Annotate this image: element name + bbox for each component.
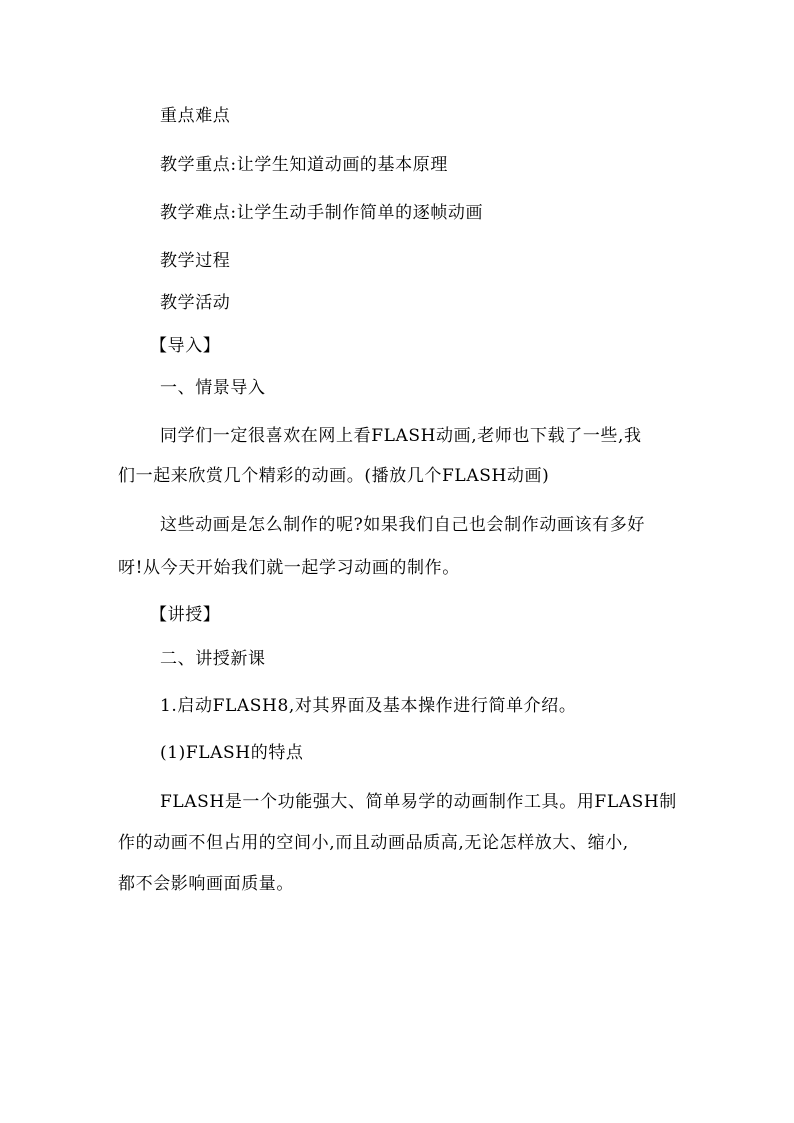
flash-paragraph-line-2: 作的动画不但占用的空间小,而且动画品质高,无论怎样放大、缩小, [118, 833, 629, 853]
question-paragraph-line-2: 呀!从今天开始我们就一起学习动画的制作。 [118, 558, 460, 578]
intro-paragraph-line-2: 们一起来欣赏几个精彩的动画。(播放几个FLASH动画) [118, 466, 550, 486]
flash-paragraph-line-3: 都不会影响画面质量。 [118, 874, 294, 894]
heading-key-points: 重点难点 [160, 106, 231, 126]
teaching-focus: 教学重点:让学生知道动画的基本原理 [160, 155, 448, 175]
teaching-difficulty: 教学难点:让学生动手制作简单的逐帧动画 [160, 203, 484, 223]
question-paragraph-line-1: 这些动画是怎么制作的呢?如果我们自己也会制作动画该有多好 [160, 515, 645, 535]
lecture-title: 二、讲授新课 [160, 649, 266, 669]
intro-title: 一、情景导入 [160, 378, 266, 398]
teaching-activity: 教学活动 [160, 293, 231, 313]
flash-paragraph-line-1: FLASH是一个功能强大、简单易学的动画制作工具。用FLASH制 [160, 792, 677, 812]
section-intro-heading: 【导入】 [150, 336, 221, 356]
section-lecture-heading: 【讲授】 [150, 605, 221, 625]
teaching-process: 教学过程 [160, 251, 231, 271]
step-1: 1.启动FLASH8,对其界面及基本操作进行简单介绍。 [160, 696, 577, 716]
intro-paragraph-line-1: 同学们一定很喜欢在网上看FLASH动画,老师也下载了一些,我 [160, 426, 642, 446]
sub-item-1: (1)FLASH的特点 [160, 743, 304, 763]
